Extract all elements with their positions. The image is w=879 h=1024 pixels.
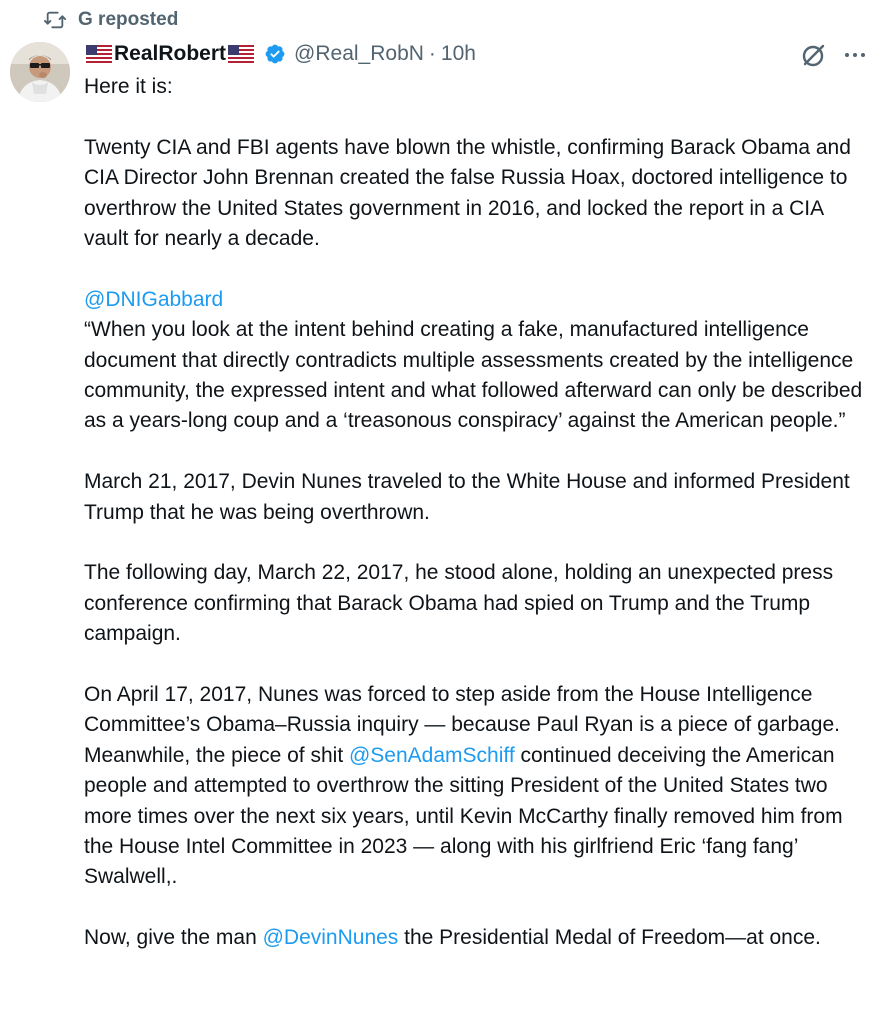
tweet-paragraph-5-part-a: Now, give the man: [84, 926, 263, 950]
tweet-paragraph-4-part-b: continued deceiving the American people and attempted to overthrow the sitting President of the United States two more times over the next six years, until Kevin McCarthy finally removed him from the House Intel Committee in 2023 — along with his girlfriend Eric ‘fang fang’ Swalwell,.: [84, 743, 843, 889]
more-icon[interactable]: [843, 43, 867, 67]
verified-badge-icon[interactable]: [264, 43, 286, 65]
author-display-name[interactable]: RealRobert: [114, 42, 227, 65]
tweet-paragraph-5-part-b: the Presidential Medal of Freedom—at once.: [398, 926, 821, 950]
tweet-paragraph-2: March 21, 2017, Devin Nunes traveled to the White House and informed President Trump that he was being overthrown.: [84, 470, 850, 524]
tweet-paragraph-5: [84, 923, 869, 953]
tweet-actions-top: [799, 40, 867, 70]
tweet-intro: Here it is:: [84, 75, 173, 98]
tweet-header: [84, 38, 476, 70]
avatar[interactable]: [10, 42, 70, 102]
us-flag-icon: [228, 45, 254, 63]
mention-link[interactable]: @DevinNunes: [262, 926, 399, 950]
tweet-paragraph-1: Twenty CIA and FBI agents have blown the whistle, confirming Barack Obama and CIA Director John Brennan created the false Russia Hoax, doctored intelligence to overthrow the United States government in 2016, and locked the report in a CIA vault for nearly a decade.: [84, 135, 851, 251]
mention-link[interactable]: @DNIGabbard: [84, 287, 224, 311]
repost-icon: [44, 9, 66, 31]
repost-indicator[interactable]: [44, 6, 178, 34]
us-flag-icon: [86, 45, 112, 63]
mention-link[interactable]: @SenAdamSchiff: [348, 743, 515, 767]
separator-dot: ·: [428, 42, 436, 65]
tweet-text: [84, 72, 869, 954]
repost-label: G reposted: [78, 9, 179, 30]
tweet-paragraph-4: [84, 680, 869, 893]
grok-icon[interactable]: [799, 40, 829, 70]
post-time[interactable]: 10h: [440, 42, 476, 65]
tweet-quote: “When you look at the intent behind creating a fake, manufactured intelligence document that directly contradicts multiple assessments created by the intelligence community, the expressed intent and what followed afterward can only be described as a years-long coup and a ‘treasonous conspiracy’ against the American people.”: [84, 318, 863, 433]
tweet-paragraph-4-part-a: On April 17, 2017, Nunes was forced to step aside from the House Intelligence Committee’s Obama–Russia inquiry — because Paul Ryan is a piece of garbage. Meanwhile, the piece of shit: [84, 683, 840, 767]
author-handle[interactable]: @Real_RobN: [294, 42, 424, 65]
tweet-paragraph-3: The following day, March 22, 2017, he stood alone, holding an unexpected press conference confirming that Barack Obama had spied on Trump and the Trump campaign.: [84, 561, 834, 646]
